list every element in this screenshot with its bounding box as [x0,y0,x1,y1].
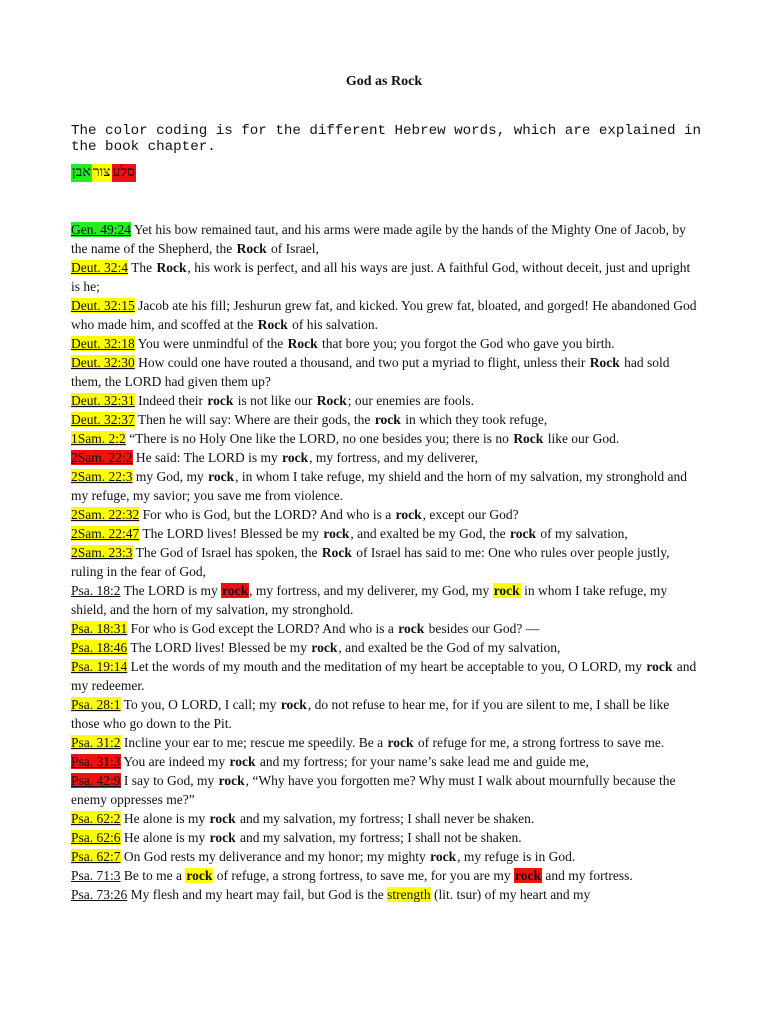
rock-keyword: rock [280,697,307,712]
verse-text: , and exalted be the God of my salvation, [338,640,561,655]
legend-word: אבן [72,165,91,180]
verse-text: You were unmindful of the [134,336,287,351]
rock-keyword: Rock [257,317,288,332]
verse-entry [71,733,698,752]
verse-reference: Psa. 19:14 [71,659,128,674]
verse-reference: Psa. 18:2 [71,583,121,598]
verse-text: He alone is my [120,830,209,845]
verse-entry [71,524,698,543]
verse-text: Yet his bow remained taut, and his arms were made agile by the hands of the Mighty One of Jacob, by the name of the Shepherd, the [71,222,686,256]
verse-text: of Israel has said to me: One who rules over people justly, ruling in the fear of God, [71,545,670,579]
verse-text: of refuge for me, a strong fortress to save me. [414,735,665,750]
verse-text: , my refuge is in God. [457,849,576,864]
verse-reference: 1Sam. 2:2 [71,431,126,446]
verse-text: had sold them, the LORD had given them up? [71,355,670,389]
rock-keyword: rock [229,754,256,769]
rock-keyword: rock [430,849,457,864]
rock-keyword: rock [374,412,401,427]
verse-text: On God rests my deliverance and my honor; my mighty [120,849,430,864]
verse-text: of his salvation. [288,317,378,332]
verse-reference: Psa. 31:2 [71,735,121,750]
verse-text: He alone is my [120,811,209,826]
verse-reference: 2Sam. 22:32 [71,507,140,522]
verse-entry [71,448,698,467]
verse-text: Then he will say: Where are their gods, the [134,412,374,427]
rock-keyword: rock [282,450,309,465]
rock-keyword: rock [398,621,425,636]
verse-text: and my salvation, my fortress; I shall not be shaken. [236,830,522,845]
verse-text: “There is no Holy One like the LORD, no one besides you; there is no [125,431,513,446]
page-title: God as Rock [345,74,423,89]
verse-entry [71,410,698,429]
rock-keyword: Rock [589,355,620,370]
verse-entry [71,543,698,581]
verse-reference: Deut. 32:18 [71,336,135,351]
verse-text: is not like our [234,393,316,408]
intro-text: The color coding is for the different Hebrew words, which are explained in the book chapter. [71,123,702,155]
rock-keyword: Rock [156,260,187,275]
verse-list [71,220,698,904]
verse-text: and my salvation, my fortress; I shall never be shaken. [236,811,535,826]
verse-entry [71,258,698,296]
verse-text: besides our God? — [425,621,540,636]
verse-entry [71,828,698,847]
verse-text: in whom I take refuge, my shield, and the horn of my salvation, my stronghold. [71,583,668,617]
rock-keyword: rock [209,811,236,826]
verse-text: of my salvation, [536,526,628,541]
verse-text: The [128,260,156,275]
verse-entry [71,752,698,771]
rock-keyword: rock [646,659,673,674]
verse-text: Let the words of my mouth and the meditation of my heart be acceptable to you, O LORD, my [127,659,646,674]
verse-text: I say to God, my [120,773,218,788]
verse-text: For who is God except the LORD? And who is a [127,621,398,636]
rock-keyword: rock [509,526,536,541]
verse-entry [71,619,698,638]
verse-entry [71,771,698,809]
verse-reference: Psa. 18:46 [71,640,128,655]
verse-text: My flesh and my heart may fail, but God is the [127,887,388,902]
verse-reference: 2Sam. 22:47 [71,526,140,541]
verse-text: For who is God, but the LORD? And who is a [139,507,395,522]
rock-keyword: rock [311,640,338,655]
verse-text: , “Why have you forgotten me? Why must I walk about mournfully because the enemy oppresses me?” [71,773,676,807]
verse-reference: Psa. 73:26 [71,887,128,902]
verse-entry [71,505,698,524]
verse-text: , my fortress, and my deliverer, my God, my [249,583,493,598]
verse-text: , my fortress, and my deliverer, [309,450,479,465]
verse-reference: Psa. 31:3 [71,754,121,769]
verse-reference: Psa. 62:6 [71,830,121,845]
verse-text: of Israel, [267,241,319,256]
verse-reference: 2Sam. 22:2 [71,450,133,465]
legend-word: סלע [112,165,135,180]
verse-text: and my fortress. [542,868,633,883]
verse-text: How could one have routed a thousand, and two put a myriad to flight, unless their [134,355,589,370]
verse-text: The LORD lives! Blessed be my [139,526,323,541]
verse-text: Be to me a [120,868,186,883]
verse-entry [71,809,698,828]
verse-entry [71,353,698,391]
rock-keyword: rock [209,830,236,845]
verse-text: , except our God? [422,507,519,522]
verse-text: The LORD lives! Blessed be my [127,640,311,655]
verse-text: that bore you; you forgot the God who gave you birth. [318,336,615,351]
rock-keyword: rock [493,583,520,598]
verse-text: in which they took refuge, [401,412,548,427]
verse-text: of refuge, a strong fortress, to save me, for you are my [213,868,515,883]
verse-text: like our God. [544,431,620,446]
verse-entry [71,334,698,353]
verse-reference: Psa. 18:31 [71,621,128,636]
verse-text: and my redeemer. [71,659,697,693]
verse-text: To you, O LORD, I call; my [120,697,280,712]
verse-entry [71,220,698,258]
verse-text: (lit. tsur) of my heart and my [430,887,591,902]
verse-text: and my fortress; for your name’s sake lead me and guide me, [256,754,590,769]
color-legend [71,164,136,182]
verse-reference: Deut. 32:4 [71,260,128,275]
rock-keyword: rock [323,526,350,541]
rock-keyword: rock [515,868,542,883]
rock-keyword: Rock [316,393,347,408]
verse-text: , in whom I take refuge, my shield and the horn of my salvation, my stronghold and my refuge, my savior; you save me from violence. [71,469,687,503]
highlighted-word: strength [387,887,431,902]
verse-entry [71,866,698,885]
verse-entry [71,847,698,866]
rock-keyword: rock [207,393,234,408]
verse-text: , and exalted be my God, the [350,526,509,541]
verse-entry [71,467,698,505]
verse-entry [71,695,698,733]
verse-reference: Psa. 42:9 [71,773,121,788]
verse-reference: 2Sam. 23:3 [71,545,133,560]
verse-reference: Gen. 49:24 [71,222,131,237]
verse-text: The God of Israel has spoken, the [132,545,321,560]
verse-text: Incline your ear to me; rescue me speedily. Be a [120,735,387,750]
rock-keyword: rock [208,469,235,484]
verse-text: Indeed their [134,393,207,408]
verse-entry [71,885,698,904]
rock-keyword: rock [395,507,422,522]
verse-text: He said: The LORD is my [132,450,282,465]
verse-text: Jacob ate his fill; Jeshurun grew fat, and kicked. You grew fat, bloated, and gorged! He abandoned God who made him, and scoffed at the [71,298,697,332]
rock-keyword: rock [186,868,213,883]
verse-reference: Psa. 28:1 [71,697,121,712]
rock-keyword: Rock [321,545,352,560]
verse-reference: Deut. 32:31 [71,393,135,408]
verse-reference: Psa. 71:3 [71,868,121,883]
verse-text: The LORD is my [120,583,222,598]
verse-reference: 2Sam. 22:3 [71,469,133,484]
verse-entry [71,391,698,410]
rock-keyword: rock [387,735,414,750]
verse-text: , his work is perfect, and all his ways are just. A faithful God, without deceit, just and upright is he; [71,260,691,294]
verse-entry [71,581,698,619]
verse-reference: Deut. 32:15 [71,298,135,313]
rock-keyword: Rock [236,241,267,256]
verse-entry [71,638,698,657]
legend-word: צור [92,165,111,180]
rock-keyword: Rock [513,431,544,446]
verse-entry [71,657,698,695]
verse-reference: Psa. 62:2 [71,811,121,826]
rock-keyword: rock [222,583,249,598]
verse-text: , do not refuse to hear me, for if you are silent to me, I shall be like those who go down to the Pit. [71,697,670,731]
verse-entry [71,429,698,448]
rock-keyword: rock [218,773,245,788]
verse-text: You are indeed my [120,754,229,769]
verse-text: ; our enemies are fools. [347,393,475,408]
verse-reference: Deut. 32:30 [71,355,135,370]
rock-keyword: Rock [287,336,318,351]
verse-entry [71,296,698,334]
verse-reference: Deut. 32:37 [71,412,135,427]
verse-reference: Psa. 62:7 [71,849,121,864]
verse-text: my God, my [132,469,208,484]
